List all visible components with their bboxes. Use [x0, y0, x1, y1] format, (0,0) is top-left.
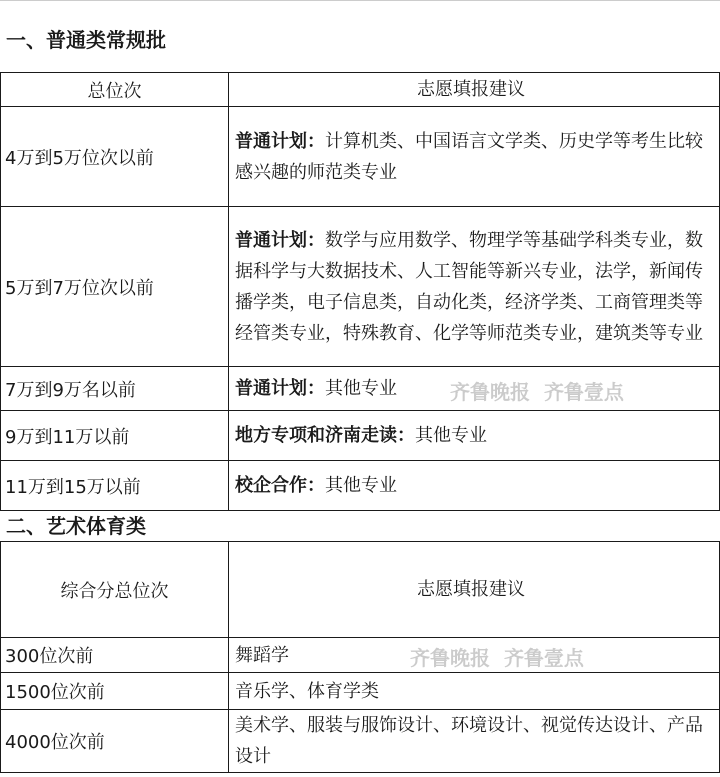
watermark-text-1: 齐鲁晚报 — [410, 646, 490, 670]
table-row — [1, 107, 720, 207]
table-header-row — [1, 542, 720, 638]
section2-heading: 二、艺术体育类 — [6, 514, 146, 538]
advice-text: 其他专业 — [325, 378, 397, 399]
table-row — [1, 411, 720, 461]
section1-heading: 一、普通类常规批 — [6, 28, 166, 52]
section2-table — [0, 541, 720, 773]
header-advice: 志愿填报建议 — [229, 542, 720, 638]
watermark-text-2: 齐鲁壹点 — [503, 646, 584, 670]
advice-cell — [229, 107, 720, 207]
rank-cell: 300位次前 — [1, 638, 229, 673]
advice-text: 其他专业 — [325, 475, 397, 496]
table-row — [1, 367, 720, 411]
header-advice: 志愿填报建议 — [229, 73, 720, 107]
advice-cell: 音乐学、体育学类 — [229, 673, 720, 710]
plan-label: 普通计划： — [235, 130, 325, 152]
advice-cell — [229, 367, 720, 411]
table-row — [1, 461, 720, 511]
table-row — [1, 673, 720, 710]
header-rank: 综合分总位次 — [1, 542, 229, 638]
plan-label: 普通计划： — [235, 378, 325, 399]
table-row — [1, 638, 720, 673]
rank-cell: 4万到5万位次以前 — [1, 107, 229, 207]
advice-cell: 舞蹈学 — [229, 638, 720, 673]
section1-table — [0, 72, 720, 511]
rank-cell: 11万到15万以前 — [1, 461, 229, 511]
rank-cell: 5万到7万位次以前 — [1, 207, 229, 367]
rank-cell: 4000位次前 — [1, 710, 229, 773]
advice-cell — [229, 411, 720, 461]
plan-label: 地方专项和济南走读： — [235, 425, 415, 446]
advice-text: 数学与应用数学、物理学等基础学科类专业，数据科学与大数据技术、人工智能等新兴专业，法学，新闻传播学类，电子信息类，自动化类，经济学类、工商管理类等经管类专业，特殊教育、化学等师范类专业，建筑类等专业 — [235, 229, 703, 344]
plan-label: 校企合作： — [235, 475, 325, 496]
header-rank: 总位次 — [1, 73, 229, 107]
rank-cell: 9万到11万以前 — [1, 411, 229, 461]
watermark-text-1: 齐鲁晚报 — [450, 380, 530, 404]
table-header-row — [1, 73, 720, 107]
top-divider — [0, 0, 720, 1]
advice-cell — [229, 207, 720, 367]
rank-cell: 7万到9万名以前 — [1, 367, 229, 411]
advice-text: 其他专业 — [415, 425, 487, 446]
advice-cell — [229, 461, 720, 511]
advice-text: 计算机类、中国语言文学类、历史学等考生比较感兴趣的师范类专业 — [235, 130, 703, 183]
rank-cell: 1500位次前 — [1, 673, 229, 710]
advice-cell: 美术学、服装与服饰设计、环境设计、视觉传达设计、产品设计 — [229, 710, 720, 773]
table-row — [1, 207, 720, 367]
watermark-text-2: 齐鲁壹点 — [543, 380, 624, 404]
plan-label: 普通计划： — [235, 229, 325, 251]
table-row — [1, 710, 720, 773]
